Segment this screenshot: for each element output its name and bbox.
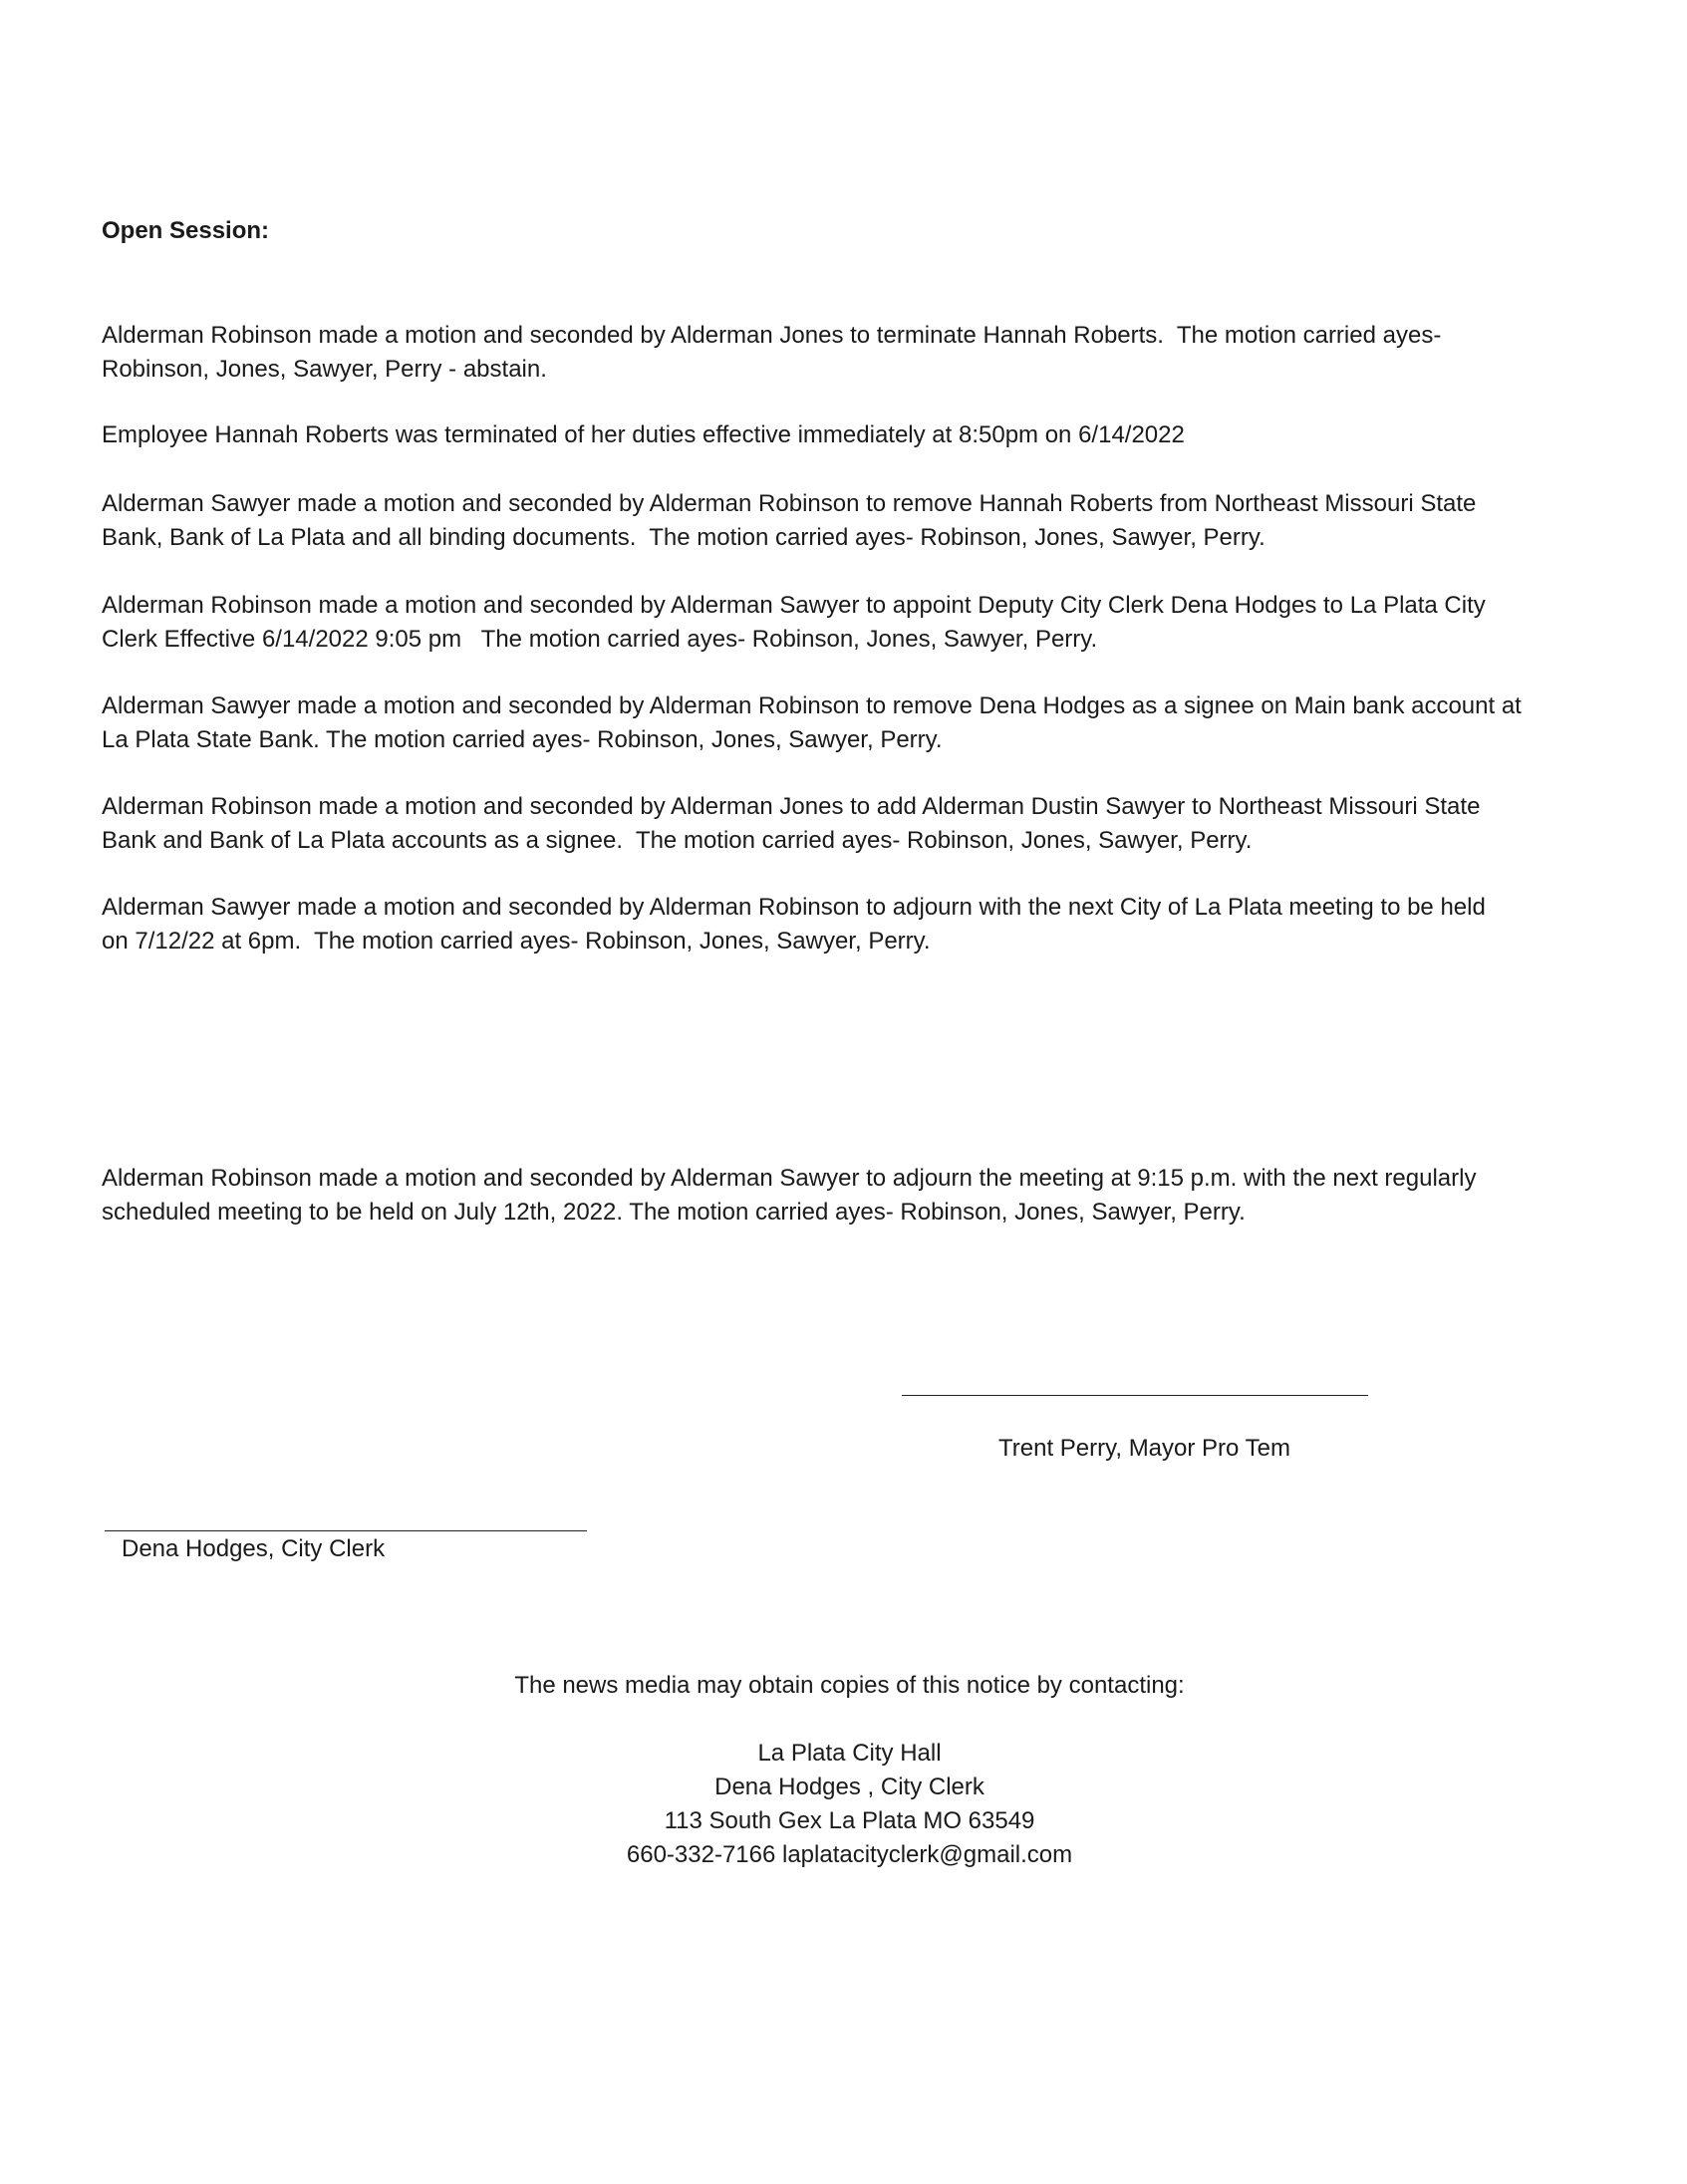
contact-office: La Plata City Hall (757, 1740, 942, 1767)
contact-clerk: Dena Hodges , City Clerk (714, 1774, 984, 1800)
mayor-signature-label: Trent Perry, Mayor Pro Tem (998, 1435, 1290, 1462)
contact-address: 113 South Gex La Plata MO 63549 (664, 1807, 1035, 1834)
motion-adjourn-next-meeting: Alderman Sawyer made a motion and seconded by Alderman Robinson to adjourn with the next City of La Plata meeting to be held on 7/12/22 at 6pm. The motion carried ayes- Robinson, Jones, Sawyer, Perry. (102, 894, 1486, 955)
motion-terminate-roberts: Alderman Robinson made a motion and seconded by Alderman Jones to terminate Hannah Roberts. The motion carried ayes- Robinson, Jones, Sawyer, Perry - abstain. (102, 322, 1442, 383)
mayor-signature-line (902, 1395, 1368, 1396)
termination-notice: Employee Hannah Roberts was terminated of her duties effective immediately at 8:50pm on 6/14/2022 (102, 421, 1185, 448)
motion-remove-hodges-signee: Alderman Sawyer made a motion and seconded by Alderman Robinson to remove Dena Hodges as a signee on Main bank account at La Plata State Bank. The motion carried ayes- Robinson, Jones, Sawyer, Perry. (102, 692, 1522, 753)
motion-adjourn-meeting: Alderman Robinson made a motion and seconded by Alderman Sawyer to adjourn the meeting at 9:15 p.m. with the next regularly scheduled meeting to be held on July 12th, 2022. The motion carried ayes- Robinson, Jones, Sawyer, Perry. (102, 1165, 1477, 1226)
clerk-signature-line (105, 1530, 587, 1531)
section-heading: Open Session: (102, 217, 270, 244)
contact-phone-email: 660-332-7166 laplatacityclerk@gmail.com (626, 1841, 1073, 1868)
motion-add-sawyer-signee: Alderman Robinson made a motion and seconded by Alderman Jones to add Alderman Dustin Sawyer to Northeast Missouri State Bank and Bank of La Plata accounts as a signee. The motion carried ayes- Robinson, Jones, Sawyer, Perry. (102, 793, 1481, 854)
contact-intro: The news media may obtain copies of this notice by contacting: (514, 1672, 1185, 1699)
motion-appoint-city-clerk: Alderman Robinson made a motion and seconded by Alderman Sawyer to appoint Deputy City Clerk Dena Hodges to La Plata City Clerk Effective 6/14/2022 9:05 pm The motion carried ayes- Robinson, Jones, Sawyer, Perry. (102, 592, 1486, 653)
motion-remove-roberts-bank: Alderman Sawyer made a motion and seconded by Alderman Robinson to remove Hannah Roberts from Northeast Missouri State Bank, Bank of La Plata and all binding documents. The motion carried ayes- Robinson, Jones, Sawyer, Perry. (102, 490, 1477, 551)
clerk-signature-label: Dena Hodges, City Clerk (122, 1535, 386, 1562)
